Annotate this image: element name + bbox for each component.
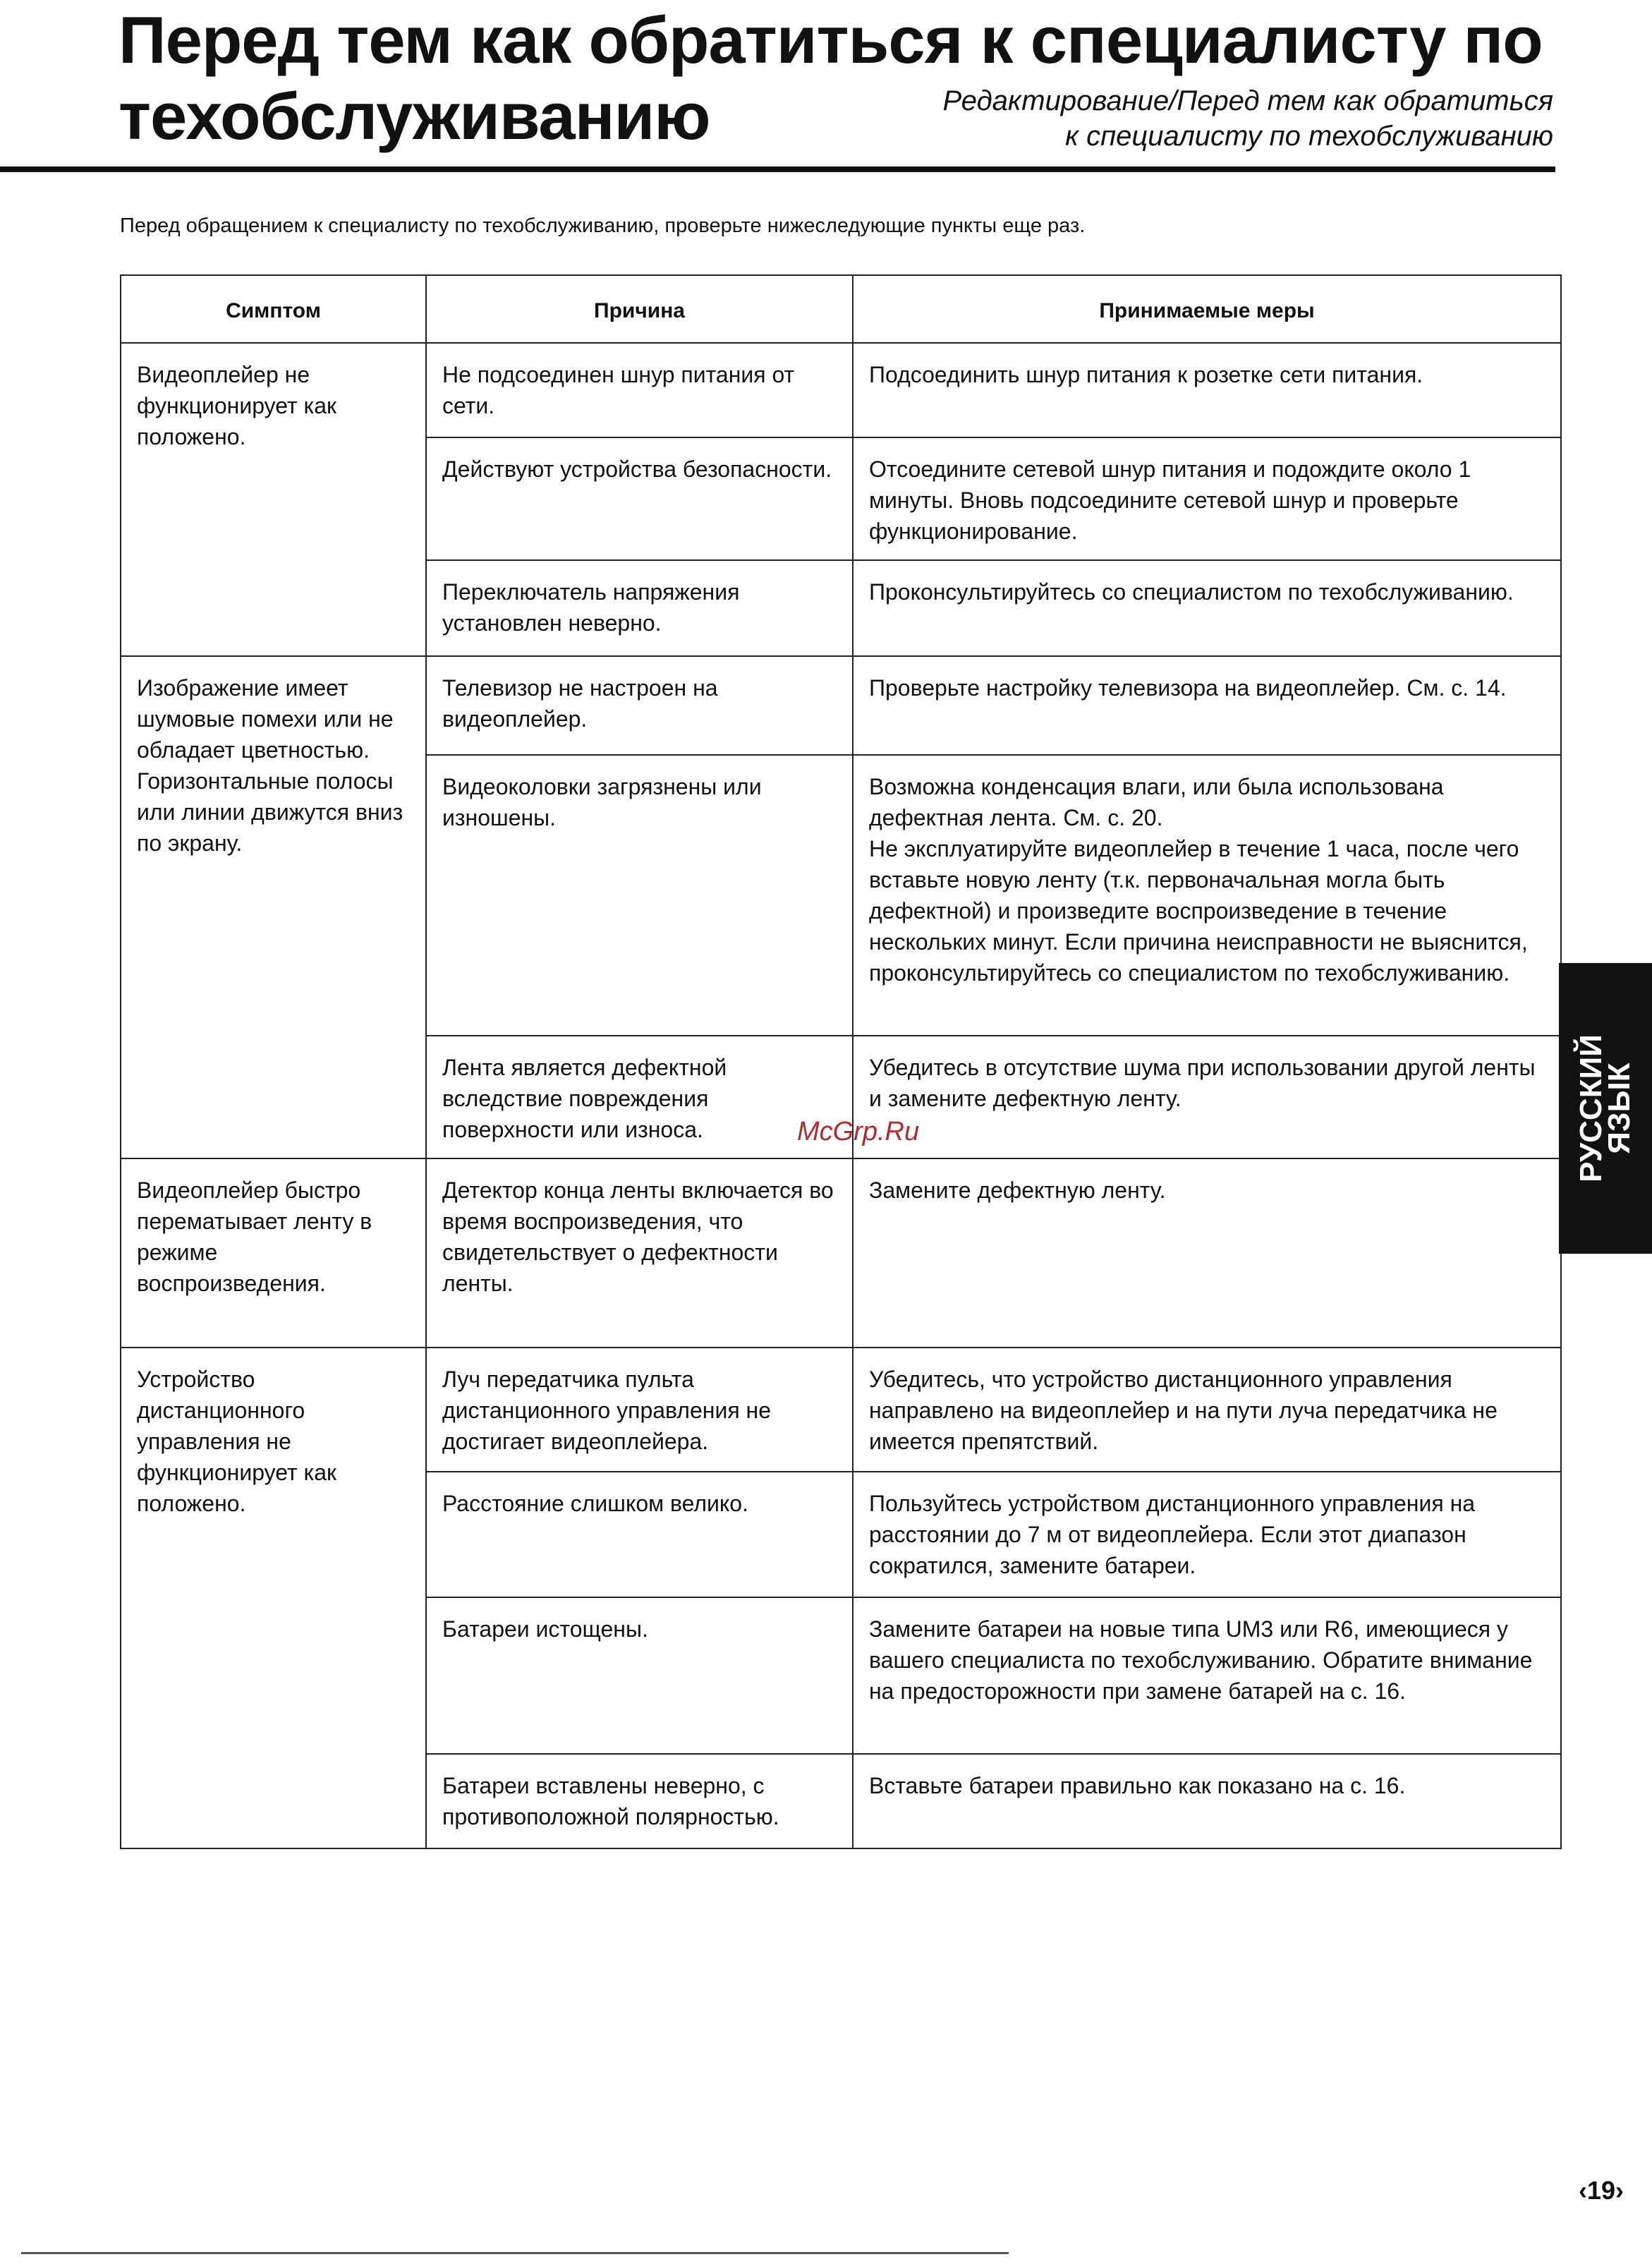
header-symptom: Симптом: [121, 275, 426, 343]
cause-cell: Детектор конца ленты включается во время воспроизведения, что свидетельствует о дефектности ленты.: [426, 1158, 853, 1348]
symptom-cell: Видеоплейер быстро перематывает ленту в режиме воспроизведения.: [121, 1158, 426, 1348]
header-cause: Причина: [426, 275, 853, 343]
symptom-cell: Видеоплейер не функционирует как положено.: [121, 343, 426, 656]
cause-cell: Видеоколовки загрязнены или изношены.: [426, 755, 853, 1036]
cause-cell: Батареи вставлены неверно, с противоположной полярностью.: [426, 1754, 853, 1848]
table-row: [121, 343, 1561, 437]
action-cell: Замените дефектную ленту.: [853, 1158, 1561, 1348]
cause-cell: Расстояние слишком велико.: [426, 1472, 853, 1597]
symptom-cell: Устройство дистанционного управления не функционирует как положено.: [121, 1348, 426, 1848]
action-cell: Убедитесь в отсутствие шума при использовании другой ленты и замените дефектную ленту.: [853, 1036, 1561, 1158]
action-cell: Отсоедините сетевой шнур питания и подождите около 1 минуты. Вновь подсоедините сетевой шнур и проверьте функционирование.: [853, 437, 1561, 560]
table-row: [121, 656, 1561, 755]
header-action: Принимаемые меры: [853, 275, 1561, 343]
language-tab-line-2: ЯЗЫК: [1602, 1063, 1636, 1154]
action-cell: Проконсультируйтесь со специалистом по техобслуживанию.: [853, 560, 1561, 656]
action-cell: Пользуйтесь устройством дистанционного управления на расстоянии до 7 м от видеоплейера. Если этот диапазон сократился, замените батареи.: [853, 1472, 1561, 1597]
cause-cell: Луч передатчика пульта дистанционного управления не достигает видеоплейера.: [426, 1348, 853, 1472]
watermark: McGrp.Ru: [797, 1117, 920, 1146]
section-subtitle: [943, 83, 1553, 154]
header-rule: [0, 167, 1555, 172]
page-number: ‹19›: [1579, 2176, 1624, 2205]
symptom-cell: Изображение имеет шумовые помехи или не обладает цветностью. Горизонтальные полосы или линии движутся вниз по экрану.: [121, 656, 426, 1158]
table-row: [121, 1158, 1561, 1348]
action-cell: Вставьте батареи правильно как показано на с. 16.: [853, 1754, 1561, 1848]
action-text-extra: Не эксплуатируйте видеоплейер в течение 1 часа, после чего вставьте новую ленту (т.к. первоначальная могла быть дефектной) и произведите воспроизведение в течение нескольких минут. Если причина неисправности не выяснится, проконсультируйтесь со специалистом по техобслуживанию.: [869, 836, 1528, 986]
table-header-row: [121, 275, 1561, 343]
intro-text: Перед обращением к специалисту по техобслуживанию, проверьте нижеследующие пункты еще раз.: [120, 214, 1086, 237]
cause-cell: Не подсоединен шнур питания от сети.: [426, 343, 853, 437]
action-cell: Замените батареи на новые типа UM3 или R6, имеющиеся у вашего специалиста по техобслуживанию. Обратите внимание на предосторожности при замене батарей на с. 16.: [853, 1597, 1561, 1754]
page-title-line-1: Перед тем как обратиться к специалисту по: [119, 3, 1543, 77]
subtitle-line-2: к специалисту по техобслуживанию: [1065, 121, 1553, 152]
action-cell: Убедитесь, что устройство дистанционного управления направлено на видеоплейер и на пути луча передатчика не имеется препятствий.: [853, 1348, 1561, 1472]
cause-cell: Телевизор не настроен на видеоплейер.: [426, 656, 853, 755]
cause-cell: Батареи истощены.: [426, 1597, 853, 1754]
bottom-rule: [21, 2252, 1009, 2254]
cause-cell: Лента является дефектной вследствие повреждения поверхности или износа.: [426, 1036, 853, 1158]
language-tab: [1559, 963, 1652, 1254]
action-cell: [853, 755, 1561, 1036]
page-title-line-2: техобслуживанию: [119, 79, 710, 153]
action-cell: Проверьте настройку телевизора на видеоплейер. См. с. 14.: [853, 656, 1561, 755]
subtitle-line-1: Редактирование/Перед тем как обратиться: [942, 85, 1553, 116]
cause-cell: Действуют устройства безопасности.: [426, 437, 853, 560]
action-text: Возможна конденсация влаги, или была использована дефектная лента. См. с. 20.: [869, 774, 1444, 830]
cause-cell: Переключатель напряжения установлен неверно.: [426, 560, 853, 656]
action-cell: Подсоединить шнур питания к розетке сети питания.: [853, 343, 1561, 437]
table-row: [121, 1348, 1561, 1472]
language-tab-label: [1574, 1034, 1636, 1182]
troubleshooting-table: [120, 274, 1562, 1849]
language-tab-line-1: РУССКИЙ: [1574, 1034, 1608, 1182]
